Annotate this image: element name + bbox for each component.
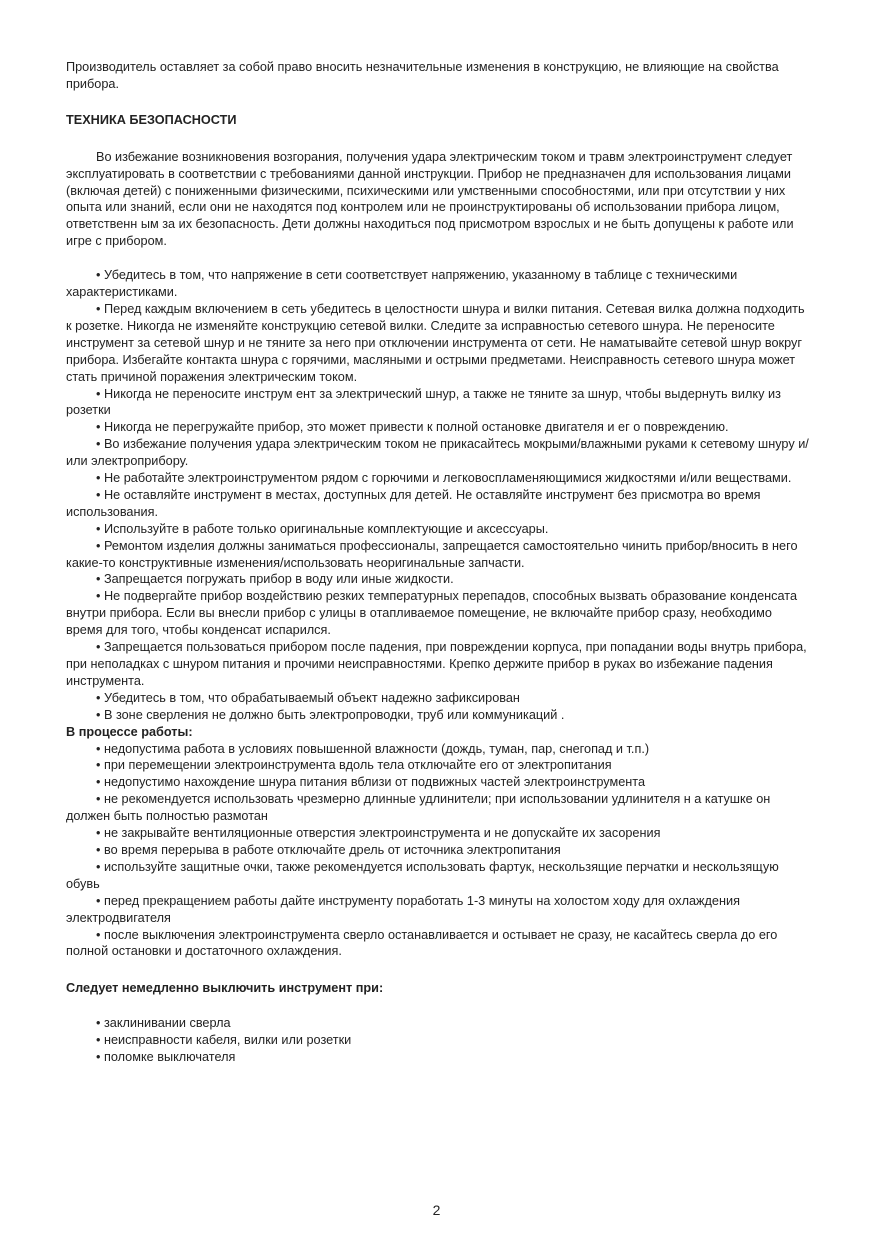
list-item: • Во избежание получения удара электрическим током не прикасайтесь мокрыми/влажными руками к сетевому шнуру и/или электроприбору. (66, 437, 809, 469)
list-item: • используйте защитные очки, также рекомендуется использовать фартук, нескользящие перчатки и нескользящую обувь (66, 859, 779, 891)
list-item: • неисправности кабеля, вилки или розетки (96, 1033, 352, 1048)
list-item: • Запрещается погружать прибор в воду или иные жидкости. (96, 572, 454, 587)
list-item: • не рекомендуется использовать чрезмерно длинные удлинители; при использовании удлинителя н а катушке он должен быть полностью размотан (66, 792, 771, 824)
work-heading: В процессе работы: (66, 724, 193, 739)
list-item: • Перед каждым включением в сеть убедитесь в целостности шнура и вилки питания. Сетевая вилка должна подходить к розетке. Никогда не изменяйте конструкцию сетевой вилки. Следите за исправностью сетевого шнура. Не переносите инструмент за сетевой шнур и не тяните за него при отключении инструмента от сети. Не наматывайте сетевой шнур вокруг прибора. Избегайте контакта шнура с горячими, масляными и острыми предметами. Неисправность сетевого шнура может стать причиной поражения электрическим током. (66, 301, 805, 384)
list-item: • Никогда не переносите инструм ент за электрический шнур, а также не тяните за шнур, чтобы выдернуть вилку из розетки (66, 386, 781, 418)
list-item: • недопустимо нахождение шнура питания вблизи от подвижных частей электроинструмента (96, 775, 645, 790)
list-item: • Ремонтом изделия должны заниматься профессионалы, запрещается самостоятельно чинить прибор/вносить в него какие-то конструктивные изменения/использовать неоригинальные запчасти. (66, 538, 798, 570)
safety-heading: ТЕХНИКА БЕЗОПАСНОСТИ (66, 112, 237, 127)
intro-text: Производитель оставляет за собой право вносить незначительные изменения в конструкцию, не влияющие на свойства прибора. (66, 60, 779, 91)
safety-rules-list (66, 267, 810, 723)
list-item: • перед прекращением работы дайте инструменту поработать 1-3 минуты на холостом ходу для охлаждения электродвигателя (66, 893, 740, 925)
list-item: • Не оставляйте инструмент в местах, доступных для детей. Не оставляйте инструмент без присмотра во время использования. (66, 487, 761, 519)
list-item: • во время перерыва в работе отключайте дрель от источника электропитания (96, 842, 561, 857)
safety-paragraph: Во избежание возникновения возгорания, получения удара электрическим током и травм электроинструмент следует эксплуатировать в соответствии с требованиями данной инструкции. Прибор не предназначен для использования лицами (включая детей) с пониженными физическими, психическими или умственными способностями, или при отсутствии у них опыта или знаний, если они не находятся под контролем или не проинструктированы об использовании прибора лицом, ответственн ым за их безопасность. Дети должны находиться под присмотром взрослых и не быть допущены к работе или игре с прибором. (66, 149, 794, 249)
list-item: • недопустима работа в условиях повышенной влажности (дождь, туман, пар, снегопад и т.п.) (96, 741, 650, 756)
list-item: • не закрывайте вентиляционные отверстия электроинструмента и не допускайте их засорения (96, 826, 661, 841)
shutdown-heading: Следует немедленно выключить инструмент при: (66, 981, 384, 996)
list-item: • Не подвергайте прибор воздействию резких температурных перепадов, способных вызвать образование конденсата внутри прибора. Если вы внесли прибор с улицы в отапливаемое помещение, не включайте прибор сразу, необходимо время для того, чтобы конденсат испарился. (66, 589, 798, 638)
list-item: • при перемещении электроинструмента вдоль тела отключайте его от электропитания (96, 758, 612, 773)
list-item: • Убедитесь в том, что напряжение в сети соответствует напряжению, указанному в таблице с техническими характеристиками. (66, 268, 738, 300)
list-item: • поломке выключателя (96, 1050, 236, 1065)
list-item: • заклинивании сверла (96, 1016, 231, 1031)
page-number: 2 (432, 1202, 441, 1218)
work-rules-list (66, 741, 810, 961)
list-item: • после выключения электроинструмента сверло останавливается и остывает не сразу, не касайтесь сверла до его полной остановки и достаточного охлаждения. (66, 927, 778, 959)
spacer (66, 250, 810, 267)
list-item: • В зоне сверления не должно быть электропроводки, труб или коммуникаций . (96, 707, 565, 722)
list-item: • Никогда не перегружайте прибор, это может привести к полной остановке двигателя и ег о повреждению. (96, 420, 729, 435)
list-item: • Убедитесь в том, что обрабатываемый объект надежно зафиксирован (96, 690, 520, 705)
shutdown-list (66, 1015, 810, 1066)
list-item: • Запрещается пользоваться прибором после падения, при повреждении корпуса, при попадании воды внутрь прибора, при неполадках с шнуром питания и прочими неисправностями. Крепко держите прибор в руках во избежание падения инструмента. (66, 640, 807, 688)
list-item: • Используйте в работе только оригинальные комплектующие и аксессуары. (96, 521, 549, 536)
list-item: • Не работайте электроинструментом рядом с горючими и легковоспламеняющимися жидкостями и/или веществами. (96, 471, 792, 486)
document-page (66, 59, 810, 1066)
